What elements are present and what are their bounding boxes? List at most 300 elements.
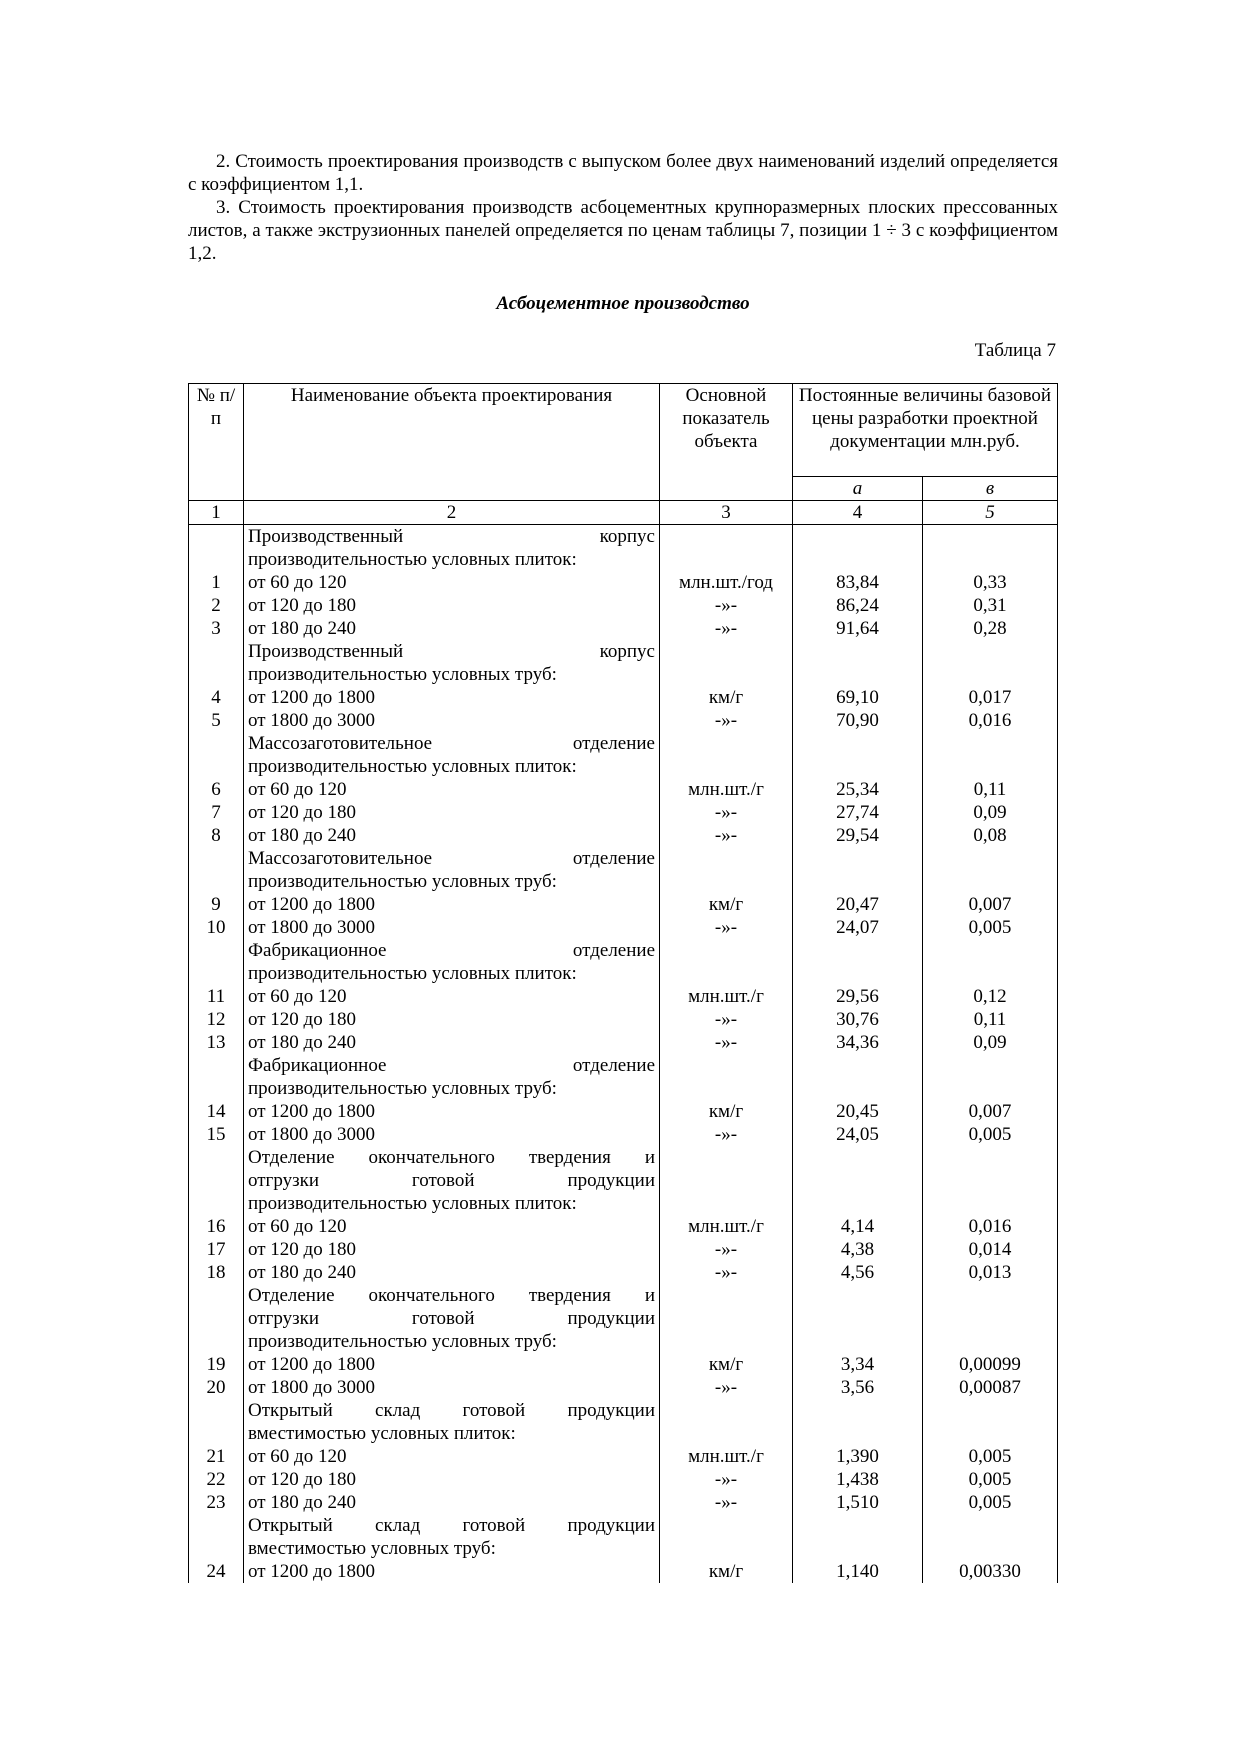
group-title <box>244 1169 660 1192</box>
table-row <box>189 1031 1058 1054</box>
group-title-line: отгрузки готовой продукции <box>248 1170 655 1191</box>
row-unit: млн.шт./г <box>660 985 793 1008</box>
row-value-b: 0,017 <box>923 686 1058 709</box>
group-title <box>244 1077 660 1100</box>
row-value-b: 0,00087 <box>923 1376 1058 1399</box>
row-value-a: 3,56 <box>793 1376 923 1399</box>
number-cell <box>189 663 244 686</box>
row-value-a: 24,07 <box>793 916 923 939</box>
group-title-line: производительностью условных труб: <box>248 871 557 892</box>
empty-cell <box>793 1307 923 1330</box>
empty-cell <box>923 525 1058 549</box>
row-range: от 180 до 240 <box>244 1491 660 1514</box>
table-row <box>189 1376 1058 1399</box>
row-range: от 60 до 120 <box>244 985 660 1008</box>
row-unit: -»- <box>660 1238 793 1261</box>
group-title-row <box>189 1514 1058 1537</box>
row-unit: млн.шт./г <box>660 1445 793 1468</box>
table-row <box>189 824 1058 847</box>
row-value-a: 4,38 <box>793 1238 923 1261</box>
row-value-a: 70,90 <box>793 709 923 732</box>
row-unit: -»- <box>660 801 793 824</box>
empty-cell <box>660 1514 793 1537</box>
number-cell <box>189 548 244 571</box>
empty-cell <box>793 1330 923 1353</box>
row-range: от 1200 до 1800 <box>244 893 660 916</box>
row-range: от 180 до 240 <box>244 1031 660 1054</box>
empty-cell <box>660 640 793 663</box>
row-unit: -»- <box>660 1468 793 1491</box>
group-title-row <box>189 732 1058 755</box>
row-number: 4 <box>189 686 244 709</box>
row-number: 23 <box>189 1491 244 1514</box>
row-range: от 120 до 180 <box>244 1238 660 1261</box>
row-value-b: 0,007 <box>923 893 1058 916</box>
number-cell <box>189 1054 244 1077</box>
row-unit: -»- <box>660 1491 793 1514</box>
row-value-b: 0,013 <box>923 1261 1058 1284</box>
row-number: 2 <box>189 594 244 617</box>
row-value-a: 69,10 <box>793 686 923 709</box>
group-title <box>244 962 660 985</box>
column-number-2: 2 <box>244 501 660 525</box>
row-number: 5 <box>189 709 244 732</box>
table-row <box>189 686 1058 709</box>
empty-cell <box>660 1054 793 1077</box>
empty-cell <box>793 962 923 985</box>
empty-cell <box>660 1330 793 1353</box>
empty-cell <box>660 1169 793 1192</box>
row-unit: км/г <box>660 686 793 709</box>
group-title-row <box>189 548 1058 571</box>
row-value-a: 25,34 <box>793 778 923 801</box>
row-number: 19 <box>189 1353 244 1376</box>
row-unit: км/г <box>660 1100 793 1123</box>
group-title-row <box>189 755 1058 778</box>
row-range: от 1200 до 1800 <box>244 1100 660 1123</box>
group-title-line: Фабрикационное отделение <box>248 1055 655 1076</box>
group-title-line: производительностью условных плиток: <box>248 549 577 570</box>
empty-cell <box>660 847 793 870</box>
row-range: от 1200 до 1800 <box>244 1353 660 1376</box>
empty-cell <box>660 1399 793 1422</box>
group-title-line: вместимостью условных труб: <box>248 1538 496 1559</box>
empty-cell <box>793 1146 923 1169</box>
table-row <box>189 1491 1058 1514</box>
row-value-a: 1,140 <box>793 1560 923 1583</box>
empty-cell <box>793 1284 923 1307</box>
row-range: от 120 до 180 <box>244 1008 660 1031</box>
empty-cell <box>923 1284 1058 1307</box>
row-value-a: 4,14 <box>793 1215 923 1238</box>
table-7 <box>188 383 1058 1583</box>
row-number: 14 <box>189 1100 244 1123</box>
group-title <box>244 1537 660 1560</box>
table-row <box>189 1261 1058 1284</box>
row-range: от 1200 до 1800 <box>244 1560 660 1583</box>
row-range: от 1800 до 3000 <box>244 916 660 939</box>
group-title-row <box>189 1330 1058 1353</box>
row-value-a: 86,24 <box>793 594 923 617</box>
row-value-a: 24,05 <box>793 1123 923 1146</box>
row-value-b: 0,005 <box>923 1468 1058 1491</box>
table-row <box>189 1008 1058 1031</box>
row-value-b: 0,33 <box>923 571 1058 594</box>
row-number: 1 <box>189 571 244 594</box>
empty-cell <box>793 1399 923 1422</box>
row-unit: км/г <box>660 1560 793 1583</box>
row-value-b: 0,016 <box>923 1215 1058 1238</box>
empty-cell <box>793 1054 923 1077</box>
row-value-b: 0,016 <box>923 709 1058 732</box>
table-header <box>189 384 1058 525</box>
group-title-line: Массозаготовительное отделение <box>248 733 655 754</box>
row-value-b: 0,11 <box>923 1008 1058 1031</box>
paragraph-3: 3. Стоимость проектирования производств асбоцементных крупноразмерных плоских прессованных листов, а также экструзионных панелей определяется по ценам таблицы 7, позиции 1 ÷ 3 с коэффициентом 1,2. <box>188 197 1058 264</box>
empty-cell <box>923 640 1058 663</box>
row-range: от 180 до 240 <box>244 824 660 847</box>
table-row <box>189 709 1058 732</box>
empty-cell <box>660 1537 793 1560</box>
row-unit: км/г <box>660 893 793 916</box>
number-cell <box>189 1537 244 1560</box>
group-title-row <box>189 939 1058 962</box>
row-range: от 120 до 180 <box>244 594 660 617</box>
group-title-line: Отделение окончательного твердения и <box>248 1285 655 1306</box>
empty-cell <box>923 732 1058 755</box>
row-number: 10 <box>189 916 244 939</box>
row-unit: -»- <box>660 1031 793 1054</box>
column-number-3: 3 <box>660 501 793 525</box>
row-number: 21 <box>189 1445 244 1468</box>
group-title <box>244 1330 660 1353</box>
row-range: от 1800 до 3000 <box>244 709 660 732</box>
row-value-a: 29,56 <box>793 985 923 1008</box>
empty-cell <box>660 962 793 985</box>
table-row <box>189 985 1058 1008</box>
row-value-b: 0,005 <box>923 916 1058 939</box>
group-title <box>244 525 660 549</box>
row-number: 16 <box>189 1215 244 1238</box>
empty-cell <box>660 1284 793 1307</box>
empty-cell <box>660 1146 793 1169</box>
number-cell <box>189 1284 244 1307</box>
number-cell <box>189 939 244 962</box>
number-cell <box>189 1192 244 1215</box>
group-title-row <box>189 870 1058 893</box>
empty-cell <box>660 755 793 778</box>
row-number: 24 <box>189 1560 244 1583</box>
row-range: от 120 до 180 <box>244 1468 660 1491</box>
row-unit: млн.шт./год <box>660 571 793 594</box>
empty-cell <box>793 548 923 571</box>
table-row <box>189 1445 1058 1468</box>
row-value-b: 0,09 <box>923 1031 1058 1054</box>
row-value-a: 20,47 <box>793 893 923 916</box>
table-row <box>189 1238 1058 1261</box>
empty-cell <box>793 1514 923 1537</box>
group-title-line: Открытый склад готовой продукции <box>248 1400 655 1421</box>
row-value-a: 27,74 <box>793 801 923 824</box>
group-title <box>244 732 660 755</box>
group-title-row <box>189 1146 1058 1169</box>
header-sub-a: а <box>793 477 923 501</box>
group-title-row <box>189 1422 1058 1445</box>
row-value-b: 0,005 <box>923 1491 1058 1514</box>
row-value-a: 1,438 <box>793 1468 923 1491</box>
group-title-row <box>189 640 1058 663</box>
row-range: от 1200 до 1800 <box>244 686 660 709</box>
row-number: 3 <box>189 617 244 640</box>
group-title <box>244 1399 660 1422</box>
group-title <box>244 939 660 962</box>
group-title-row <box>189 663 1058 686</box>
header-base-price: Постоянные величины базовой цены разработки проектной документации млн.руб. <box>793 384 1058 477</box>
row-value-b: 0,014 <box>923 1238 1058 1261</box>
row-range: от 1800 до 3000 <box>244 1376 660 1399</box>
table-body <box>189 525 1058 1584</box>
empty-cell <box>923 1422 1058 1445</box>
group-title-line: отгрузки готовой продукции <box>248 1308 655 1329</box>
row-unit: -»- <box>660 709 793 732</box>
row-unit: млн.шт./г <box>660 1215 793 1238</box>
group-title <box>244 1514 660 1537</box>
table-row <box>189 1560 1058 1583</box>
group-title-row <box>189 962 1058 985</box>
group-title-row <box>189 1192 1058 1215</box>
table-row <box>189 1215 1058 1238</box>
group-title-line: производительностью условных труб: <box>248 664 557 685</box>
row-value-b: 0,00330 <box>923 1560 1058 1583</box>
group-title <box>244 1054 660 1077</box>
table-row <box>189 1100 1058 1123</box>
number-cell <box>189 640 244 663</box>
group-title <box>244 1422 660 1445</box>
empty-cell <box>660 939 793 962</box>
row-number: 17 <box>189 1238 244 1261</box>
header-number: № п/п <box>189 384 244 501</box>
empty-cell <box>660 1422 793 1445</box>
group-title-line: производительностью условных плиток: <box>248 1193 577 1214</box>
row-value-a: 20,45 <box>793 1100 923 1123</box>
row-value-b: 0,09 <box>923 801 1058 824</box>
group-title-line: Массозаготовительное отделение <box>248 848 655 869</box>
empty-cell <box>793 525 923 549</box>
empty-cell <box>923 548 1058 571</box>
table-row <box>189 916 1058 939</box>
row-number: 7 <box>189 801 244 824</box>
row-unit: -»- <box>660 1376 793 1399</box>
group-title-line: Производственный корпус <box>248 641 655 662</box>
row-unit: -»- <box>660 594 793 617</box>
row-range: от 120 до 180 <box>244 801 660 824</box>
empty-cell <box>793 1169 923 1192</box>
group-title-line: Открытый склад готовой продукции <box>248 1515 655 1536</box>
row-value-a: 34,36 <box>793 1031 923 1054</box>
header-sub-b: в <box>923 477 1058 501</box>
group-title-line: производительностью условных труб: <box>248 1078 557 1099</box>
group-title-line: Фабрикационное отделение <box>248 940 655 961</box>
paragraph-2: 2. Стоимость проектирования производств с выпуском более двух наименований изделий определяется с коэффициентом 1,1. <box>188 151 1058 195</box>
empty-cell <box>923 1399 1058 1422</box>
number-cell <box>189 1514 244 1537</box>
header-name: Наименование объекта проектирования <box>244 384 660 501</box>
intro-text <box>188 150 1058 265</box>
empty-cell <box>923 1514 1058 1537</box>
row-unit: -»- <box>660 1008 793 1031</box>
row-value-b: 0,005 <box>923 1445 1058 1468</box>
row-number: 6 <box>189 778 244 801</box>
number-cell <box>189 1307 244 1330</box>
empty-cell <box>660 548 793 571</box>
empty-cell <box>923 847 1058 870</box>
empty-cell <box>923 1077 1058 1100</box>
number-cell <box>189 847 244 870</box>
empty-cell <box>923 1307 1058 1330</box>
group-title-line: производительностью условных труб: <box>248 1331 557 1352</box>
table-row <box>189 893 1058 916</box>
row-value-a: 29,54 <box>793 824 923 847</box>
row-range: от 180 до 240 <box>244 1261 660 1284</box>
empty-cell <box>923 663 1058 686</box>
group-title-row <box>189 847 1058 870</box>
row-number: 20 <box>189 1376 244 1399</box>
row-unit: -»- <box>660 1261 793 1284</box>
empty-cell <box>793 732 923 755</box>
number-cell <box>189 1422 244 1445</box>
row-number: 18 <box>189 1261 244 1284</box>
section-title: Асбоцементное производство <box>496 293 750 314</box>
group-title-row <box>189 1169 1058 1192</box>
row-number: 13 <box>189 1031 244 1054</box>
group-title <box>244 663 660 686</box>
empty-cell <box>923 962 1058 985</box>
number-cell <box>189 732 244 755</box>
row-range: от 60 до 120 <box>244 778 660 801</box>
number-cell <box>189 962 244 985</box>
row-value-b: 0,08 <box>923 824 1058 847</box>
row-value-a: 30,76 <box>793 1008 923 1031</box>
number-cell <box>189 1146 244 1169</box>
row-value-a: 83,84 <box>793 571 923 594</box>
empty-cell <box>923 939 1058 962</box>
group-title <box>244 1284 660 1307</box>
row-value-b: 0,12 <box>923 985 1058 1008</box>
empty-cell <box>923 1146 1058 1169</box>
empty-cell <box>793 1077 923 1100</box>
row-number: 8 <box>189 824 244 847</box>
number-cell <box>189 1399 244 1422</box>
column-number-5: 5 <box>923 501 1058 525</box>
row-number: 11 <box>189 985 244 1008</box>
empty-cell <box>660 1077 793 1100</box>
empty-cell <box>793 847 923 870</box>
empty-cell <box>793 755 923 778</box>
empty-cell <box>923 1330 1058 1353</box>
table-row <box>189 778 1058 801</box>
group-title-row <box>189 1399 1058 1422</box>
number-cell <box>189 1077 244 1100</box>
table-row <box>189 571 1058 594</box>
empty-cell <box>660 870 793 893</box>
group-title-line: Отделение окончательного твердения и <box>248 1147 655 1168</box>
row-value-b: 0,005 <box>923 1123 1058 1146</box>
empty-cell <box>660 1192 793 1215</box>
number-cell <box>189 1169 244 1192</box>
empty-cell <box>793 1537 923 1560</box>
group-title-row <box>189 1307 1058 1330</box>
group-title <box>244 870 660 893</box>
number-cell <box>189 525 244 549</box>
row-value-b: 0,00099 <box>923 1353 1058 1376</box>
row-number: 15 <box>189 1123 244 1146</box>
row-unit: км/г <box>660 1353 793 1376</box>
group-title-row <box>189 1537 1058 1560</box>
row-value-b: 0,11 <box>923 778 1058 801</box>
number-cell <box>189 870 244 893</box>
table-row <box>189 617 1058 640</box>
empty-cell <box>660 732 793 755</box>
group-title <box>244 640 660 663</box>
row-unit: -»- <box>660 617 793 640</box>
group-title-line: производительностью условных плиток: <box>248 756 577 777</box>
group-title <box>244 1146 660 1169</box>
group-title-row <box>189 525 1058 549</box>
row-number: 22 <box>189 1468 244 1491</box>
empty-cell <box>923 870 1058 893</box>
group-title-line: Производственный корпус <box>248 526 655 547</box>
row-value-a: 91,64 <box>793 617 923 640</box>
number-cell <box>189 1330 244 1353</box>
number-cell <box>189 755 244 778</box>
header-indicator: Основной показатель объекта <box>660 384 793 501</box>
empty-cell <box>923 1192 1058 1215</box>
empty-cell <box>923 755 1058 778</box>
row-range: от 60 до 120 <box>244 1445 660 1468</box>
table-row <box>189 1468 1058 1491</box>
row-value-a: 1,510 <box>793 1491 923 1514</box>
empty-cell <box>660 1307 793 1330</box>
table-row <box>189 1353 1058 1376</box>
group-title-row <box>189 1054 1058 1077</box>
empty-cell <box>923 1169 1058 1192</box>
group-title-line: производительностью условных плиток: <box>248 963 577 984</box>
empty-cell <box>793 1192 923 1215</box>
group-title <box>244 1307 660 1330</box>
empty-cell <box>793 640 923 663</box>
group-title <box>244 755 660 778</box>
group-title-line: вместимостью условных плиток: <box>248 1423 516 1444</box>
row-range: от 180 до 240 <box>244 617 660 640</box>
empty-cell <box>923 1537 1058 1560</box>
table-row <box>189 801 1058 824</box>
row-unit: млн.шт./г <box>660 778 793 801</box>
row-value-b: 0,007 <box>923 1100 1058 1123</box>
row-unit: -»- <box>660 824 793 847</box>
group-title <box>244 548 660 571</box>
empty-cell <box>793 939 923 962</box>
group-title <box>244 847 660 870</box>
table-row <box>189 1123 1058 1146</box>
row-number: 9 <box>189 893 244 916</box>
row-range: от 60 до 120 <box>244 1215 660 1238</box>
group-title-row <box>189 1284 1058 1307</box>
row-unit: -»- <box>660 1123 793 1146</box>
row-range: от 1800 до 3000 <box>244 1123 660 1146</box>
empty-cell <box>793 870 923 893</box>
table-caption: Таблица 7 <box>974 340 1056 361</box>
empty-cell <box>793 663 923 686</box>
